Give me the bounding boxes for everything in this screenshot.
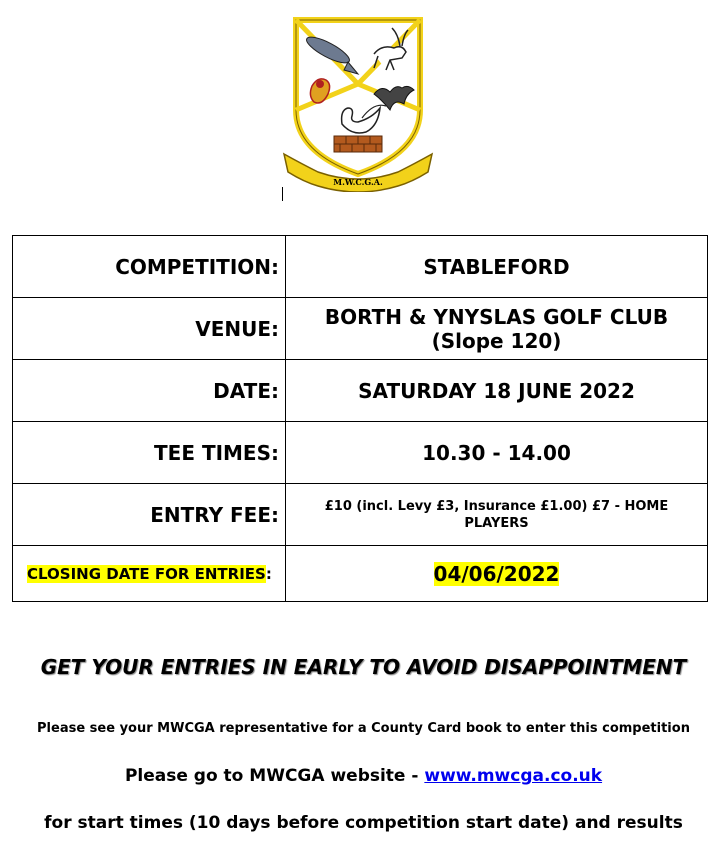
venue-name: BORTH & YNYSLAS GOLF CLUB — [324, 304, 669, 329]
row-label: ENTRY FEE: — [13, 484, 286, 546]
row-label: COMPETITION: — [13, 236, 286, 298]
crest-banner-text: M.W.C.G.A. — [333, 177, 383, 187]
closing-date-value: 04/06/2022 — [433, 561, 560, 586]
mwcga-crest-logo — [282, 14, 434, 192]
row-value: £10 (incl. Levy £3, Insurance £1.00) £7 - HOME PLAYERS — [286, 484, 708, 546]
table-row — [13, 546, 708, 602]
table-row — [13, 236, 708, 298]
row-label: DATE: — [13, 360, 286, 422]
row-label: CLOSING DATE FOR ENTRIES: — [13, 546, 286, 602]
table-row — [13, 422, 708, 484]
table-row — [13, 298, 708, 360]
table-row — [13, 360, 708, 422]
brick-wall-icon — [334, 136, 382, 152]
closing-date-label: CLOSING DATE FOR ENTRIES — [27, 564, 266, 583]
row-value: STABLEFORD — [286, 236, 708, 298]
start-times-note: for start times (10 days before competition start date) and results — [44, 813, 683, 833]
row-value: SATURDAY 18 JUNE 2022 — [286, 360, 708, 422]
row-label: TEE TIMES: — [13, 422, 286, 484]
website-link[interactable]: www.mwcga.co.uk — [424, 766, 603, 786]
row-value: 10.30 - 14.00 — [286, 422, 708, 484]
county-card-note: Please see your MWCGA representative for a County Card book to enter this competition — [37, 721, 690, 736]
website-line: Please go to MWCGA website - www.mwcga.co.uk — [124, 766, 603, 786]
competition-info-table — [12, 235, 708, 602]
table-row — [13, 484, 708, 546]
venue-slope: (Slope 120) — [431, 328, 562, 353]
row-label: VENUE: — [13, 298, 286, 360]
text-cursor — [282, 187, 283, 201]
slogan: GET YOUR ENTRIES IN EARLY TO AVOID DISAPPOINTMENT — [40, 655, 687, 679]
row-value — [286, 298, 708, 360]
row-value — [286, 546, 708, 602]
